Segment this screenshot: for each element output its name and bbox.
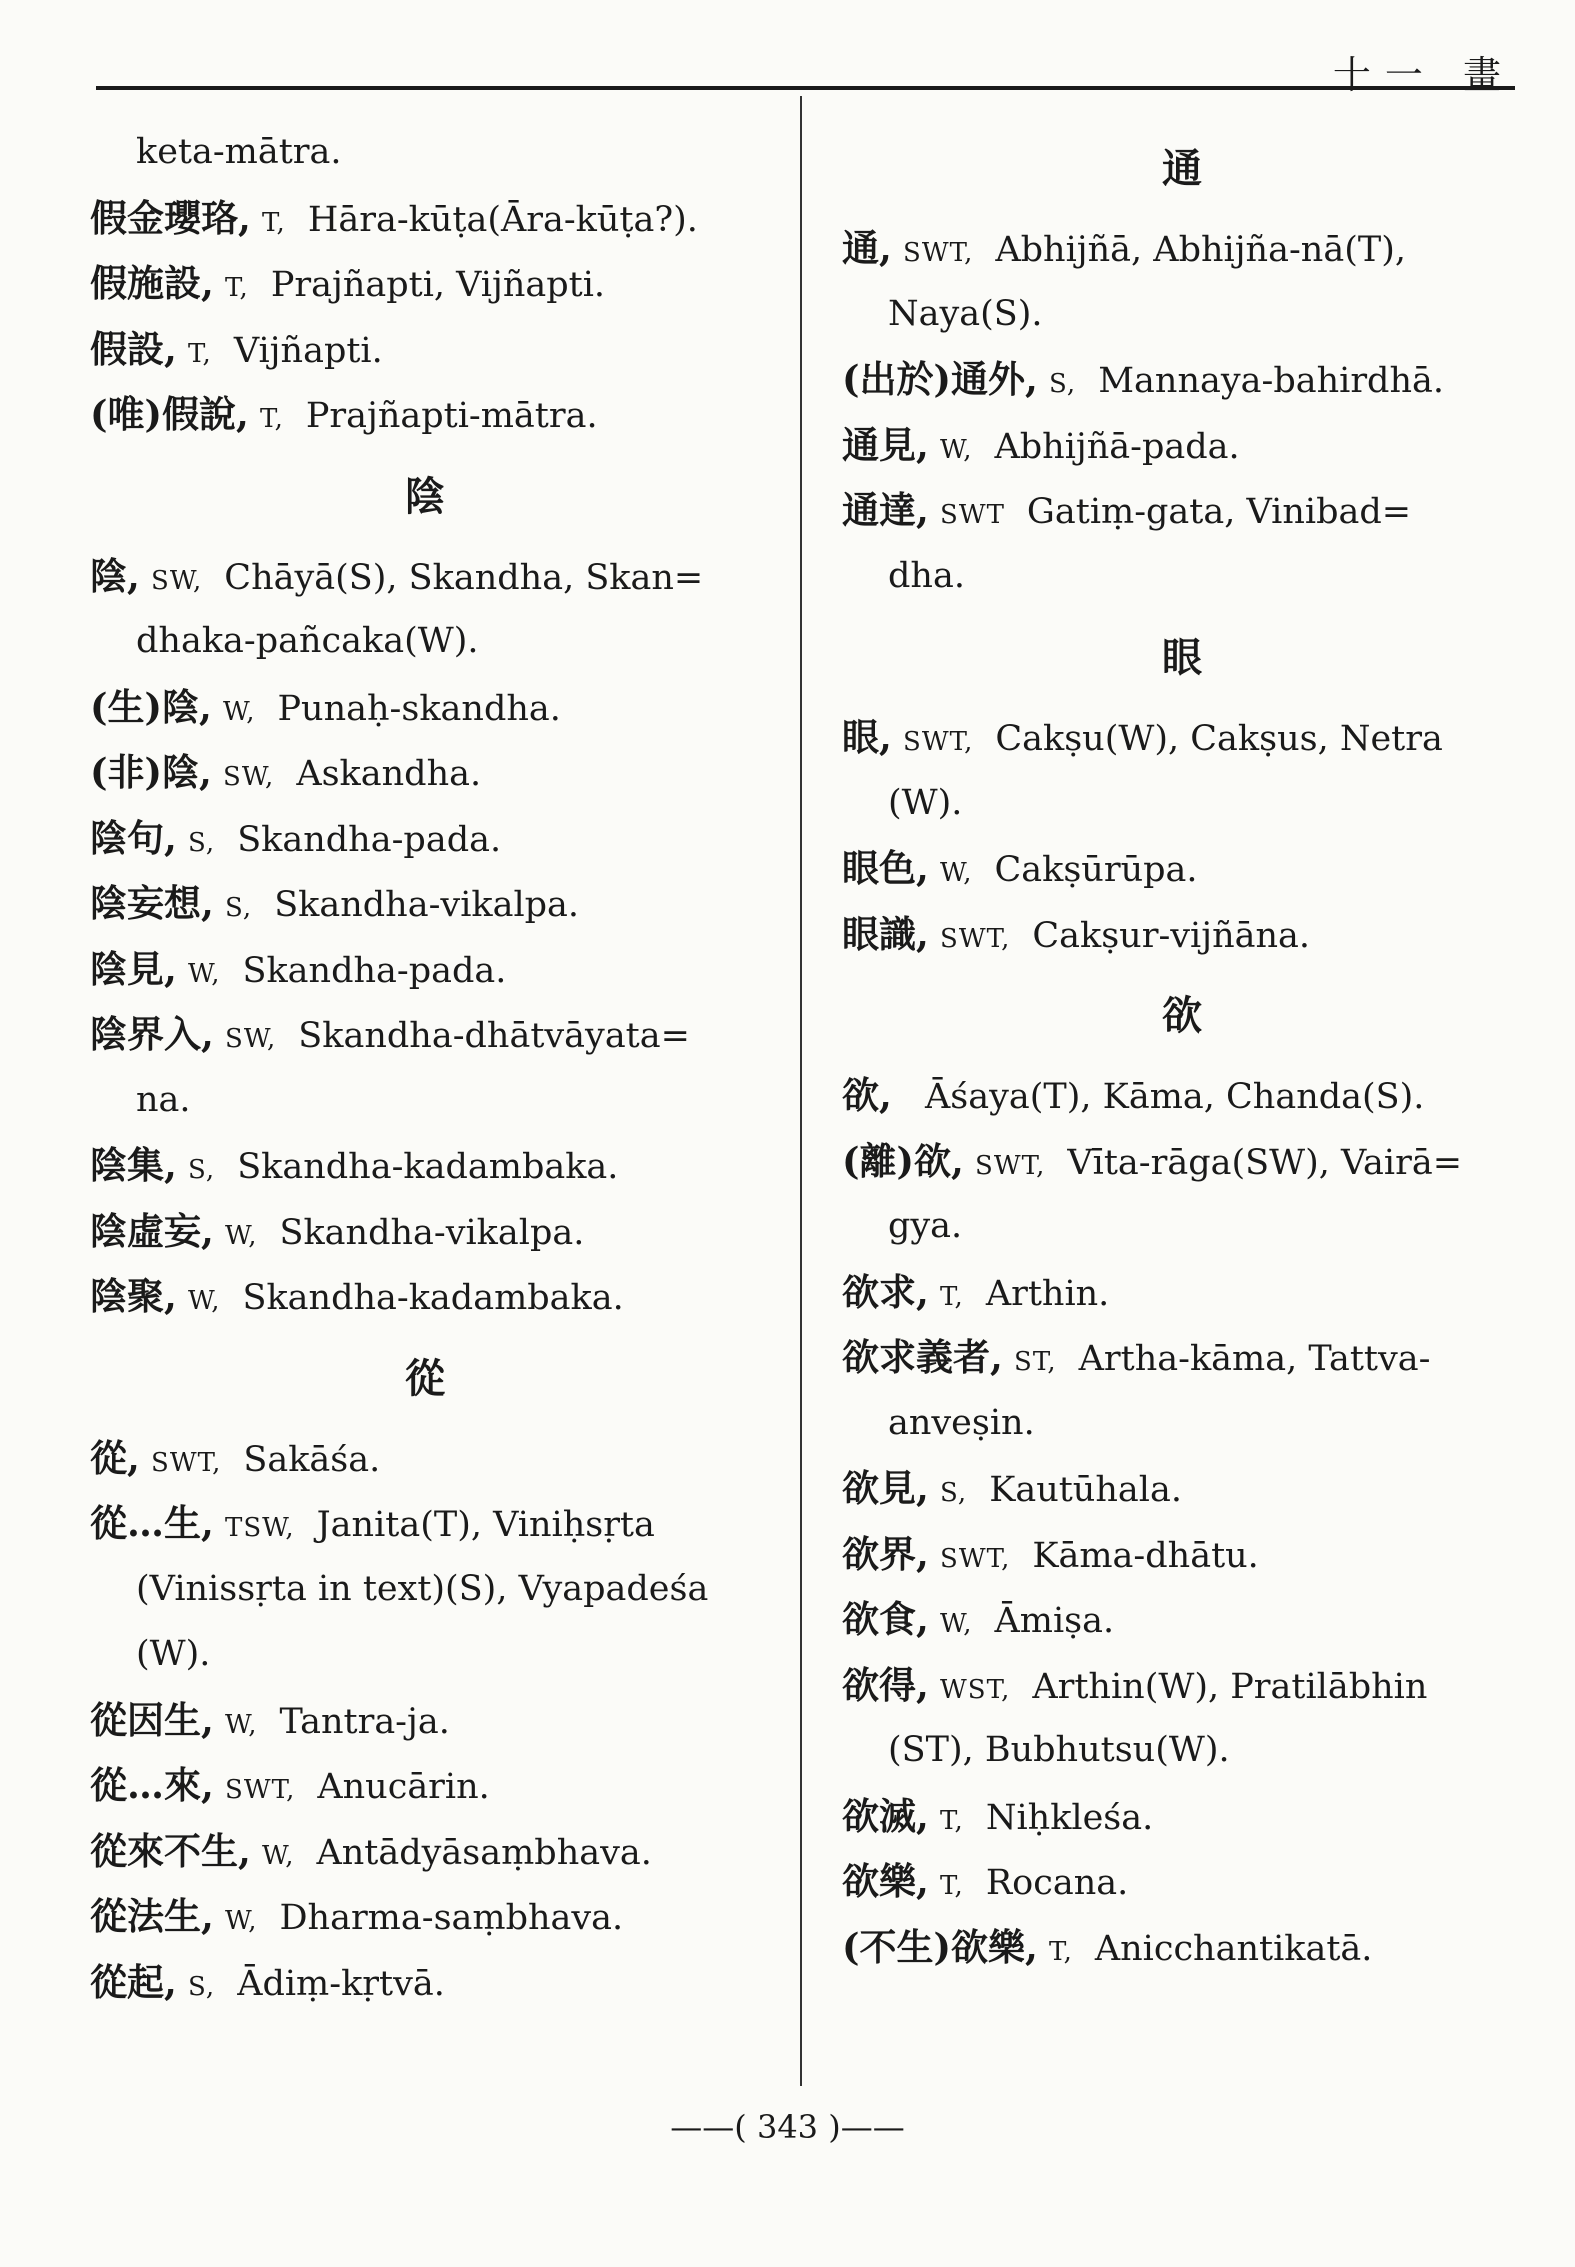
entry-sanskrit-text: Vīta-rāga(SW), Vairā= [1067,1142,1463,1183]
entry-sanskrit-text: Skandha-pada. [242,950,507,991]
dictionary-entry [842,413,1522,479]
entry-sanskrit-text: Antādyāsaṃbhava. [316,1832,652,1873]
entry-line [842,1129,1522,1195]
dictionary-entry [90,675,760,741]
left-column [90,120,760,2015]
entry-sanskrit-text: Sakāśa. [243,1439,381,1480]
entry-sanskrit-text: Cakṣur-vijñāna. [1032,915,1311,956]
column-divider [800,96,802,2086]
entry-line [842,1915,1522,1981]
section-heading: 通 [1162,145,1202,192]
entry-sanskrit-text: Abhijñā, Abhijña-nā(T), [995,230,1406,270]
entry-line [90,1753,760,1819]
entry-line [90,675,760,741]
entry-continuation-line [90,609,760,675]
entry-sanskrit-text: (W). [136,1634,211,1674]
dictionary-entry [90,1491,760,1688]
dictionary-entry [842,1063,1522,1129]
section-heading: 眼 [1162,634,1202,681]
entry-sanskrit-text: Skandha-dhātvāyata= [298,1016,690,1056]
entry-sanskrit-text: keta-mātra. [136,132,342,172]
entry-source-code: T, [262,207,286,238]
entry-source-code: SWT, [225,1775,296,1805]
entry-line [842,705,1522,771]
dictionary-entry [842,1260,1522,1326]
dictionary-entry [90,1884,760,1950]
dictionary-entry [90,1819,760,1885]
dictionary-entry [90,1264,760,1330]
entry-headword: 陰虛妄, [90,1208,214,1253]
entry-line [842,1849,1522,1915]
entry-source-code: W, [188,958,221,989]
dictionary-entry [842,1653,1522,1784]
entry-headword: (出於)通外, [842,357,1038,401]
right-column [842,120,1522,1980]
dictionary-entry [90,1950,760,2016]
entry-sanskrit-text: Prajñapti-mātra. [305,396,598,436]
entry-source-code: SWT, [903,727,974,757]
dictionary-entry [842,902,1522,968]
entry-headword: 假施設, [90,261,214,305]
entry-line [842,836,1522,902]
entry-line [90,382,760,448]
entry-sanskrit-text: Punaḥ-skandha. [277,688,561,729]
dictionary-entry [90,317,760,383]
entry-sanskrit-text: Skandha-vikalpa. [274,885,580,925]
entry-headword: (生)陰, [90,684,212,729]
entry-continuation-line [842,771,1522,837]
entry-line [90,1950,760,2016]
stroke-count-header: 十一 畫 [1332,53,1515,97]
section-heading: 從 [405,1354,445,1402]
entry-headword: 眼識, [842,911,929,956]
entry-line [90,806,760,872]
entry-sanskrit-text: Mannaya-bahirdhā. [1098,361,1444,401]
dictionary-entry [90,186,760,252]
entry-sanskrit-text: Skandha-vikalpa. [279,1212,585,1253]
dictionary-entry [842,1587,1522,1653]
entry-source-code: W, [225,1709,258,1740]
entry-line [90,1819,760,1885]
entry-sanskrit-text: dhaka-pañcaka(W). [136,621,479,661]
entry-headword: 欲界, [842,1531,929,1576]
entry-line [842,478,1522,544]
entry-sanskrit-text: Dharma-saṃbhava. [279,1898,624,1938]
entry-continuation-line [842,544,1522,610]
entry-headword: 欲得, [842,1662,929,1707]
entry-sanskrit-text: Cakṣu(W), Cakṣus, Netra [995,719,1443,759]
entry-headword: 通達, [842,488,929,532]
entry-source-code: T, [225,273,249,303]
entry-line [842,1063,1522,1129]
header-rule [96,86,1515,90]
entry-source-code: S, [940,1478,968,1508]
entry-source-code: SWT, [975,1150,1046,1181]
entry-continuation-line [842,1718,1522,1784]
entry-sanskrit-text: Chāyā(S), Skandha, Skan= [224,557,704,598]
entry-source-code: WST, [940,1674,1011,1705]
page-number: ——( 343 )—— [670,2108,905,2146]
entry-headword: 從法生, [90,1894,214,1938]
dictionary-entry [90,871,760,937]
entry-sanskrit-text: Arthin. [985,1273,1110,1314]
entry-source-code: W, [262,1840,295,1871]
entry-sanskrit-text: (ST), Bubhutsu(W). [888,1730,1230,1770]
entry-headword: 從…來, [90,1763,214,1807]
entry-headword: 欲樂, [842,1859,929,1903]
entry-headword: 通, [842,226,892,270]
entry-source-code: ST, [1014,1347,1057,1377]
dictionary-entry [842,1456,1522,1522]
dictionary-entry [842,1784,1522,1850]
entry-headword: 陰句, [90,815,177,860]
dictionary-entry [90,937,760,1003]
entry-sanskrit-text: Prajñapti, Vijñapti. [270,265,606,305]
entry-headword: 陰聚, [90,1274,177,1318]
entry-line [842,413,1522,479]
entry-sanskrit-text: Rocana. [985,1863,1129,1903]
entry-line [90,937,760,1003]
entry-headword: 陰見, [90,946,177,991]
entry-sanskrit-text: dha. [888,555,965,596]
section-heading: 欲 [1162,992,1202,1039]
entry-sanskrit-text: Anicchantikatā. [1094,1928,1373,1969]
entry-line [90,1884,760,1950]
entry-sanskrit-text: Skandha-kadambaka. [237,1147,619,1187]
entry-sanskrit-text: Kautūhala. [989,1470,1182,1510]
entry-sanskrit-text: Tantra-ja. [279,1701,450,1742]
entry-headword: 欲見, [842,1466,929,1510]
entry-line [90,1133,760,1199]
entry-sanskrit-text: Niḥkleśa. [985,1797,1154,1838]
entry-sanskrit-text: Āśaya(T), Kāma, Chanda(S). [925,1077,1425,1117]
entry-line [90,251,760,317]
dictionary-entry [90,251,760,317]
entry-source-code: SWT, [940,1543,1011,1574]
entry-source-code: T, [260,404,284,434]
entry-sanskrit-text: (W). [888,782,963,823]
entry-source-code: W, [225,1220,258,1251]
dictionary-entry [842,705,1522,836]
dictionary-entry [842,1849,1522,1915]
entry-source-code: S, [188,827,216,858]
entry-line [90,1491,760,1557]
entry-headword: 陰集, [90,1143,177,1187]
entry-line [90,1688,760,1754]
entry-headword: 欲求, [842,1269,929,1314]
entry-sanskrit-text: Artha-kāma, Tattva- [1078,1339,1431,1379]
entry-sanskrit-text: Kāma-dhātu. [1032,1535,1259,1576]
entry-line [842,1456,1522,1522]
entry-sanskrit-text: na. [136,1079,191,1120]
entry-headword: 假設, [90,326,177,371]
entry-source-code: W, [225,1906,258,1936]
dictionary-entry [842,1325,1522,1456]
entry-line [90,740,760,806]
entry-headword: 欲食, [842,1597,929,1641]
entry-source-code: SWT, [940,923,1011,954]
entry-continuation-line [842,1391,1522,1457]
entry-headword: 陰, [90,553,140,598]
entry-sanskrit-text: Skandha-kadambaka. [242,1278,624,1318]
entry-continuation-line [90,1557,760,1623]
entry-source-code: SWT, [903,238,974,268]
entry-source-code: W, [223,696,256,727]
entry-headword: 從, [90,1435,140,1480]
entry-source-code: SWT [940,500,1005,530]
entry-continuation-line [842,1194,1522,1260]
entry-headword: 從因生, [90,1697,214,1742]
entry-headword: 欲求義者, [842,1335,1003,1379]
entry-line [90,120,760,186]
dictionary-entry [842,836,1522,902]
entry-headword: 眼, [842,715,892,759]
entry-continuation-line [842,282,1522,348]
entry-line [842,1587,1522,1653]
entry-line [90,544,760,610]
entry-source-code: W, [940,1609,973,1639]
entry-sanskrit-text: Vijñapti. [233,330,383,371]
entry-sanskrit-text: Hāra-kūṭa(Āra-kūṭa?). [307,199,698,240]
dictionary-entry [842,1915,1522,1981]
entry-line [842,1522,1522,1588]
dictionary-entry [842,347,1522,413]
entry-line [90,1264,760,1330]
dictionary-entry [90,806,760,872]
entry-source-code: TSW, [225,1513,295,1543]
entry-headword: 從…生, [90,1501,214,1545]
entry-line [90,1199,760,1265]
dictionary-entry [90,1688,760,1754]
dictionary-entry [90,1133,760,1199]
entry-continuation-line [90,1622,760,1688]
entry-headword: 通見, [842,422,929,467]
entry-line [842,1784,1522,1850]
entry-sanskrit-text: Ādiṃ-kṛtvā. [237,1963,445,2004]
entry-sanskrit-text: anveṣin. [888,1402,1035,1443]
entry-line [90,317,760,383]
entry-headword: 從來不生, [90,1828,251,1873]
entry-source-code: W, [188,1286,221,1316]
entry-line [842,1260,1522,1326]
entry-sanskrit-text: Āmiṣa. [994,1601,1115,1641]
dictionary-entry [842,1129,1522,1260]
entry-headword: 假金瓔珞, [90,195,251,240]
entry-line [842,216,1522,282]
entry-sanskrit-text: Arthin(W), Pratilābhin [1032,1666,1428,1707]
entry-sanskrit-text: Askandha. [296,754,482,794]
entry-source-code: SW, [151,565,203,596]
entry-line [842,1653,1522,1719]
dictionary-entry [90,740,760,806]
entry-sanskrit-text: Gatiṃ-gata, Vinibad= [1026,492,1412,532]
entry-source-code: T, [940,1871,964,1901]
dictionary-entry [90,1002,760,1133]
entry-headword: (唯)假說, [90,392,249,436]
entry-line [842,1325,1522,1391]
entry-headword: 陰妄想, [90,881,214,925]
section-heading: 陰 [405,472,445,520]
entry-sanskrit-text: Cakṣūrūpa. [994,850,1198,890]
dictionary-entry [90,120,760,186]
entry-line [90,871,760,937]
entry-source-code: W, [940,858,973,888]
entry-continuation-line [90,1068,760,1134]
dictionary-entry [842,478,1522,609]
entry-sanskrit-text: gya. [888,1206,963,1246]
entry-sanskrit-text: Naya(S). [888,293,1043,334]
entry-line [90,186,760,252]
entry-line [90,1002,760,1068]
entry-sanskrit-text: Abhijñā-pada. [994,426,1240,467]
entry-sanskrit-text: Skandha-pada. [237,819,502,860]
entry-line [842,347,1522,413]
dictionary-entry [90,1753,760,1819]
entry-source-code: S, [188,1971,216,2002]
entry-source-code: T, [188,338,212,369]
entry-headword: (不生)欲樂, [842,1924,1038,1969]
entry-line [90,1426,760,1492]
entry-source-code: T, [1049,1936,1073,1967]
entry-source-code: S, [225,893,253,923]
entry-source-code: SWT, [151,1447,222,1478]
entry-headword: 陰界入, [90,1012,214,1056]
entry-headword: 欲滅, [842,1793,929,1838]
dictionary-entry [90,1426,760,1492]
entry-source-code: W, [940,434,973,465]
entry-sanskrit-text: (Vinissṛta in text)(S), Vyapadeśa [136,1568,709,1609]
entry-source-code: S, [1049,369,1077,399]
dictionary-entry [842,1522,1522,1588]
entry-headword: 從起, [90,1959,177,2004]
entry-headword: 眼色, [842,846,929,890]
entry-line [842,902,1522,968]
dictionary-entry [90,1199,760,1265]
dictionary-entry [842,216,1522,347]
entry-headword: (非)陰, [90,750,212,794]
dictionary-entry [90,382,760,448]
entry-headword: 欲, [842,1073,892,1117]
dictionary-entry [90,544,760,675]
entry-headword: (離)欲, [842,1138,964,1183]
entry-source-code: SW, [223,762,275,792]
entry-source-code: T, [940,1281,964,1312]
entry-source-code: T, [940,1805,964,1836]
entry-source-code: SW, [225,1024,277,1054]
entry-sanskrit-text: Anucārin. [317,1767,490,1807]
entry-sanskrit-text: Janita(T), Viniḥsṛta [316,1505,655,1545]
entry-source-code: S, [188,1155,216,1185]
